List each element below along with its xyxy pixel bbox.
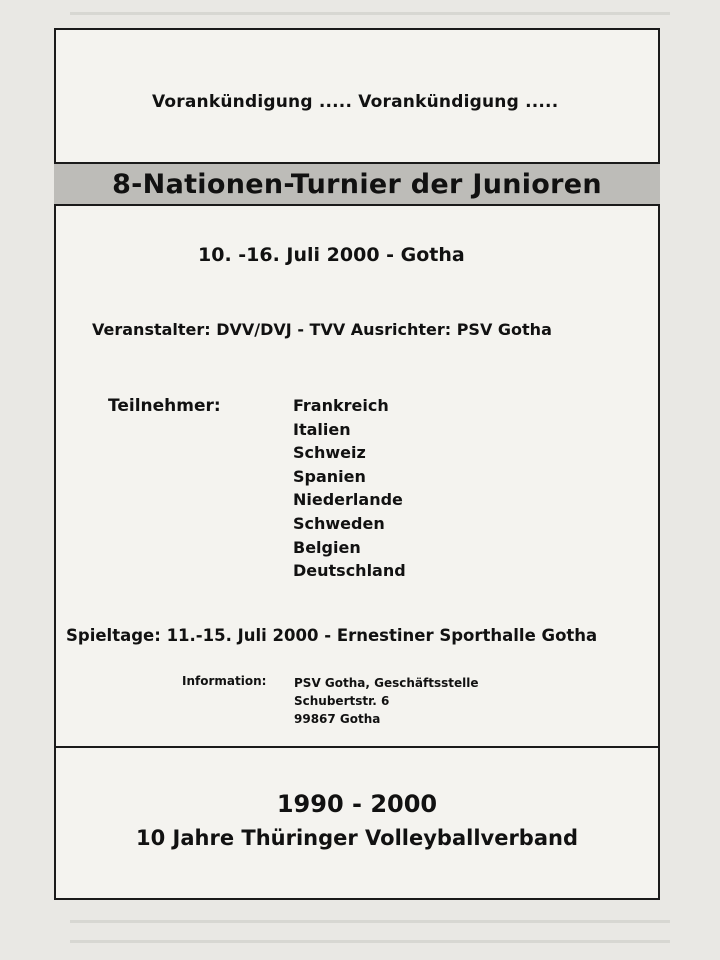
organizer-line: Veranstalter: DVV/DVJ - TVV Ausrichter: PSV Gotha — [92, 320, 552, 339]
participants-label: Teilnehmer: — [108, 396, 221, 416]
anniversary-years: 1990 - 2000 — [276, 790, 438, 818]
participant-country: Niederlande — [293, 490, 403, 510]
pre-announcement: Vorankündigung ..... Vorankündigung ..... — [152, 92, 559, 112]
match-days: Spieltage: 11.-15. Juli 2000 - Ernestiner Sporthalle Gotha — [66, 626, 598, 645]
participant-country: Schweden — [293, 513, 385, 533]
flyer-page — [54, 28, 660, 900]
address-line: PSV Gotha, Geschäftsstelle — [294, 676, 479, 690]
participant-list — [293, 394, 406, 583]
tournament-dates: 10. -16. Juli 2000 - Gotha — [198, 244, 465, 266]
participant-country: Spanien — [293, 466, 366, 486]
participant-country: Deutschland — [293, 561, 406, 581]
tournament-title: 8-Nationen-Turnier der Junioren — [112, 168, 602, 200]
section-divider — [54, 746, 660, 748]
participant-country: Italien — [293, 419, 351, 439]
information-label: Information: — [182, 674, 267, 688]
participant-country: Frankreich — [293, 396, 389, 415]
address-line: 99867 Gotha — [294, 712, 381, 726]
participant-country: Belgien — [293, 537, 361, 557]
title-banner — [54, 162, 660, 206]
contact-address — [294, 674, 478, 728]
anniversary-text: 10 Jahre Thüringer Volleyballverband — [136, 826, 578, 850]
participant-country: Schweiz — [293, 443, 366, 463]
address-line: Schubertstr. 6 — [294, 694, 390, 708]
